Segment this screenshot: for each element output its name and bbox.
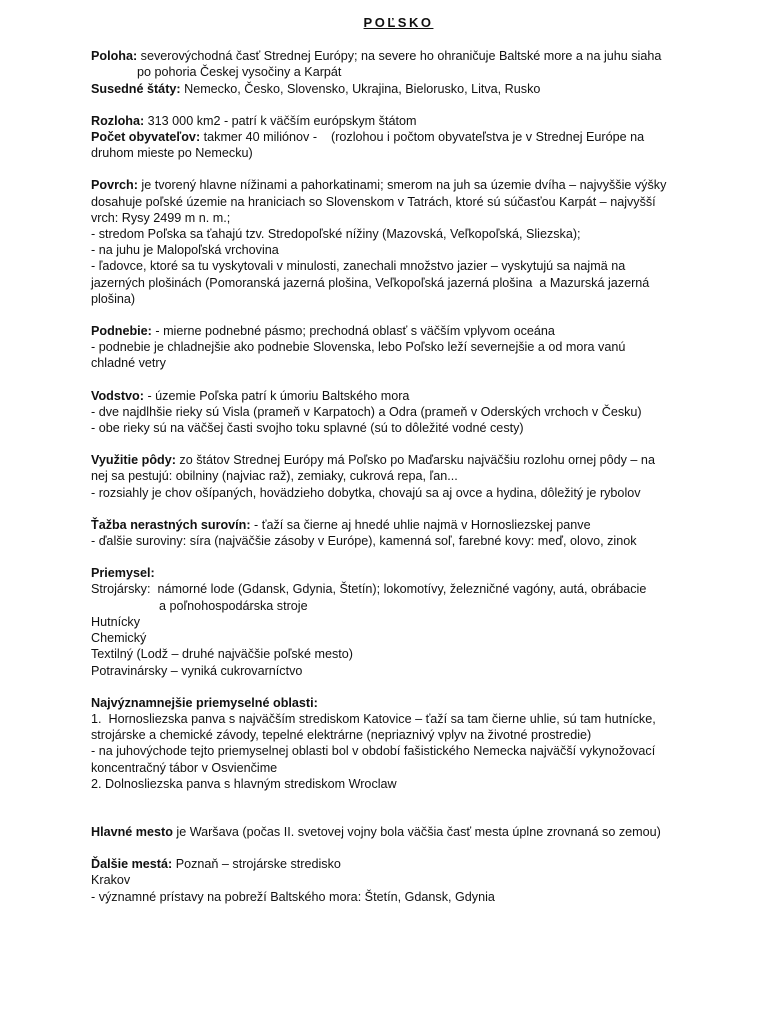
povrch-line-2: dosahuje poľské územie na hraniciach so Slovenskom v Tatrách, ktoré sú súčasťou Karpát – najvyšší: [91, 194, 656, 209]
tazba-line-2: - ďalšie suroviny: síra (najväčšie zásoby v Európe), kamenná soľ, farebné kovy: meď, olovo, zinok: [91, 534, 637, 549]
dalsie-line-3: - významné prístavy na pobreží Baltského mora: Štetín, Gdansk, Gdynia: [91, 889, 495, 904]
priemysel-chemicky: Chemický: [91, 631, 147, 646]
section-povrch: [91, 177, 691, 307]
priemysel-potravinarsky: Potravinársky – vyniká cukrovarníctvo: [91, 663, 303, 678]
podnebie-line-3: chladné vetry: [91, 356, 166, 371]
priemysel-label: Priemysel:: [91, 566, 155, 581]
podnebie-line-2: - podnebie je chladnejšie ako podnebie Slovenska, lebo Poľsko leží severnejšie a od mora vanú: [91, 340, 626, 355]
dalsie-line-2: Krakov: [91, 873, 131, 888]
rozloha-text: 313 000 km2 - patrí k väčším európskym štátom: [144, 113, 417, 128]
priemysel-textilny: Textilný (Lodž – druhé najväčšie poľské mesto): [91, 647, 353, 662]
susedne-label: Susedné štáty:: [91, 81, 181, 96]
povrch-line-6: - ľadovce, ktoré sa tu vyskytovali v minulosti, zanechali množstvo jazier – vyskytujú sa najmä na: [91, 259, 626, 274]
priemysel-hutnicky: Hutnícky: [91, 614, 140, 629]
susedne-text: Nemecko, Česko, Slovensko, Ukrajina, Bielorusko, Litva, Rusko: [180, 81, 541, 96]
tazba-label: Ťažba nerastných surovín:: [91, 517, 251, 532]
section-vyuzitie: [91, 452, 691, 501]
vodstvo-line-3: - obe rieky sú na väčšej časti svojho toku splavné (sú to dôležité vodné cesty): [91, 421, 524, 436]
dalsie-label: Ďalšie mestá:: [91, 857, 173, 872]
section-hlavne-mesto: [91, 824, 691, 840]
poloha-text-cont: po pohoria Českej vysočiny a Karpát: [137, 65, 342, 80]
section-vodstvo: [91, 388, 691, 437]
document-page: [91, 15, 691, 905]
vodstvo-line-2: - dve najdlhšie rieky sú Visla (prameň v Karpatoch) a Odra (prameň v Oderských vrchoch v Česku): [91, 404, 642, 419]
section-poloha: [91, 48, 691, 97]
rozloha-label: Rozloha:: [91, 113, 145, 128]
priemysel-strojarsky: Strojársky: námorné lode (Gdansk, Gdynia, Štetín); lokomotívy, železničné vagóny, autá, obrábacie: [91, 582, 647, 597]
vyuzitie-label: Využitie pôdy:: [91, 453, 176, 468]
oblasti-line-4: koncentračný tábor v Osvienčime: [91, 760, 278, 775]
section-podnebie: [91, 323, 691, 372]
vodstvo-label: Vodstvo:: [91, 388, 144, 403]
podnebie-text: - mierne podnebné pásmo; prechodná oblasť s väčším vplyvom oceána: [151, 324, 555, 339]
pocet-text: takmer 40 miliónov - (rozlohou i počtom obyvateľstva je v Strednej Európe na: [200, 130, 645, 145]
povrch-line-4: - stredom Poľska sa ťahajú tzv. Stredopoľské nížiny (Mazovská, Veľkopoľská, Sliezska);: [91, 227, 581, 242]
povrch-text: je tvorený hlavne nížinami a pahorkatinami; smerom na juh sa územie dvíha – najvyššie výšky: [137, 178, 667, 193]
tazba-text: - ťaží sa čierne aj hnedé uhlie najmä v Hornosliezskej panve: [250, 517, 591, 532]
oblasti-line-1: 1. Hornosliezska panva s najväčším strediskom Katovice – ťaží sa tam čierne uhlie, sú tam hutnícke,: [91, 711, 656, 726]
section-rozloha: [91, 113, 691, 162]
dalsie-text: Poznaň – strojárske stredisko: [172, 857, 341, 872]
oblasti-label: Najvýznamnejšie priemyselné oblasti:: [91, 695, 318, 710]
vyuzitie-text: zo štátov Strednej Európy má Poľsko po Maďarsku najväčšiu rozlohu ornej pôdy – na: [175, 453, 655, 468]
section-tazba: [91, 517, 691, 549]
hlavne-text: je Waršava (počas II. svetovej vojny bola väčšia časť mesta úplne zrovnaná so zemou): [172, 824, 661, 839]
document-title: POĽSKO: [363, 15, 434, 30]
priemysel-strojarsky-cont: a poľnohospodárska stroje: [159, 598, 308, 613]
povrch-label: Povrch:: [91, 178, 138, 193]
povrch-line-7: jazerných plošinách (Pomoranská jazerná plošina, Veľkopoľská jazerná plošina a Mazurská jazerná: [91, 275, 650, 290]
podnebie-label: Podnebie:: [91, 324, 152, 339]
povrch-line-8: plošina): [91, 291, 136, 306]
vodstvo-text: - územie Poľska patrí k úmoriu Baltského mora: [143, 388, 410, 403]
povrch-line-3: vrch: Rysy 2499 m n. m.;: [91, 210, 231, 225]
poloha-text: severovýchodná časť Strednej Európy; na severe ho ohraničuje Baltské more a na juhu siaha: [137, 49, 662, 64]
pocet-text-cont: druhom mieste po Nemecku): [91, 146, 253, 161]
oblasti-line-5: 2. Dolnosliezska panva s hlavným strediskom Wroclaw: [91, 776, 397, 791]
oblasti-line-3: - na juhovýchode tejto priemyselnej oblasti bol v období fašistického Nemecka najväčší vykynožovací: [91, 744, 656, 759]
pocet-label: Počet obyvateľov:: [91, 130, 201, 145]
section-oblasti: [91, 695, 691, 792]
vyuzitie-line-2: nej sa pestujú: obilniny (najviac raž), zemiaky, cukrová repa, ľan...: [91, 469, 458, 484]
section-priemysel: [91, 565, 691, 678]
povrch-line-5: - na juhu je Malopoľská vrchovina: [91, 243, 279, 258]
section-dalsie-mesta: [91, 856, 691, 905]
hlavne-label: Hlavné mesto: [91, 824, 173, 839]
oblasti-line-2: strojárske a chemické závody, tepelné elektrárne (nepriaznivý vplyv na životné prostredie): [91, 728, 592, 743]
vyuzitie-line-3: - rozsiahly je chov ošípaných, hovädzieho dobytka, chovajú sa aj ovce a hydina, dôležitý je rybolov: [91, 485, 641, 500]
poloha-label: Poloha:: [91, 49, 138, 64]
